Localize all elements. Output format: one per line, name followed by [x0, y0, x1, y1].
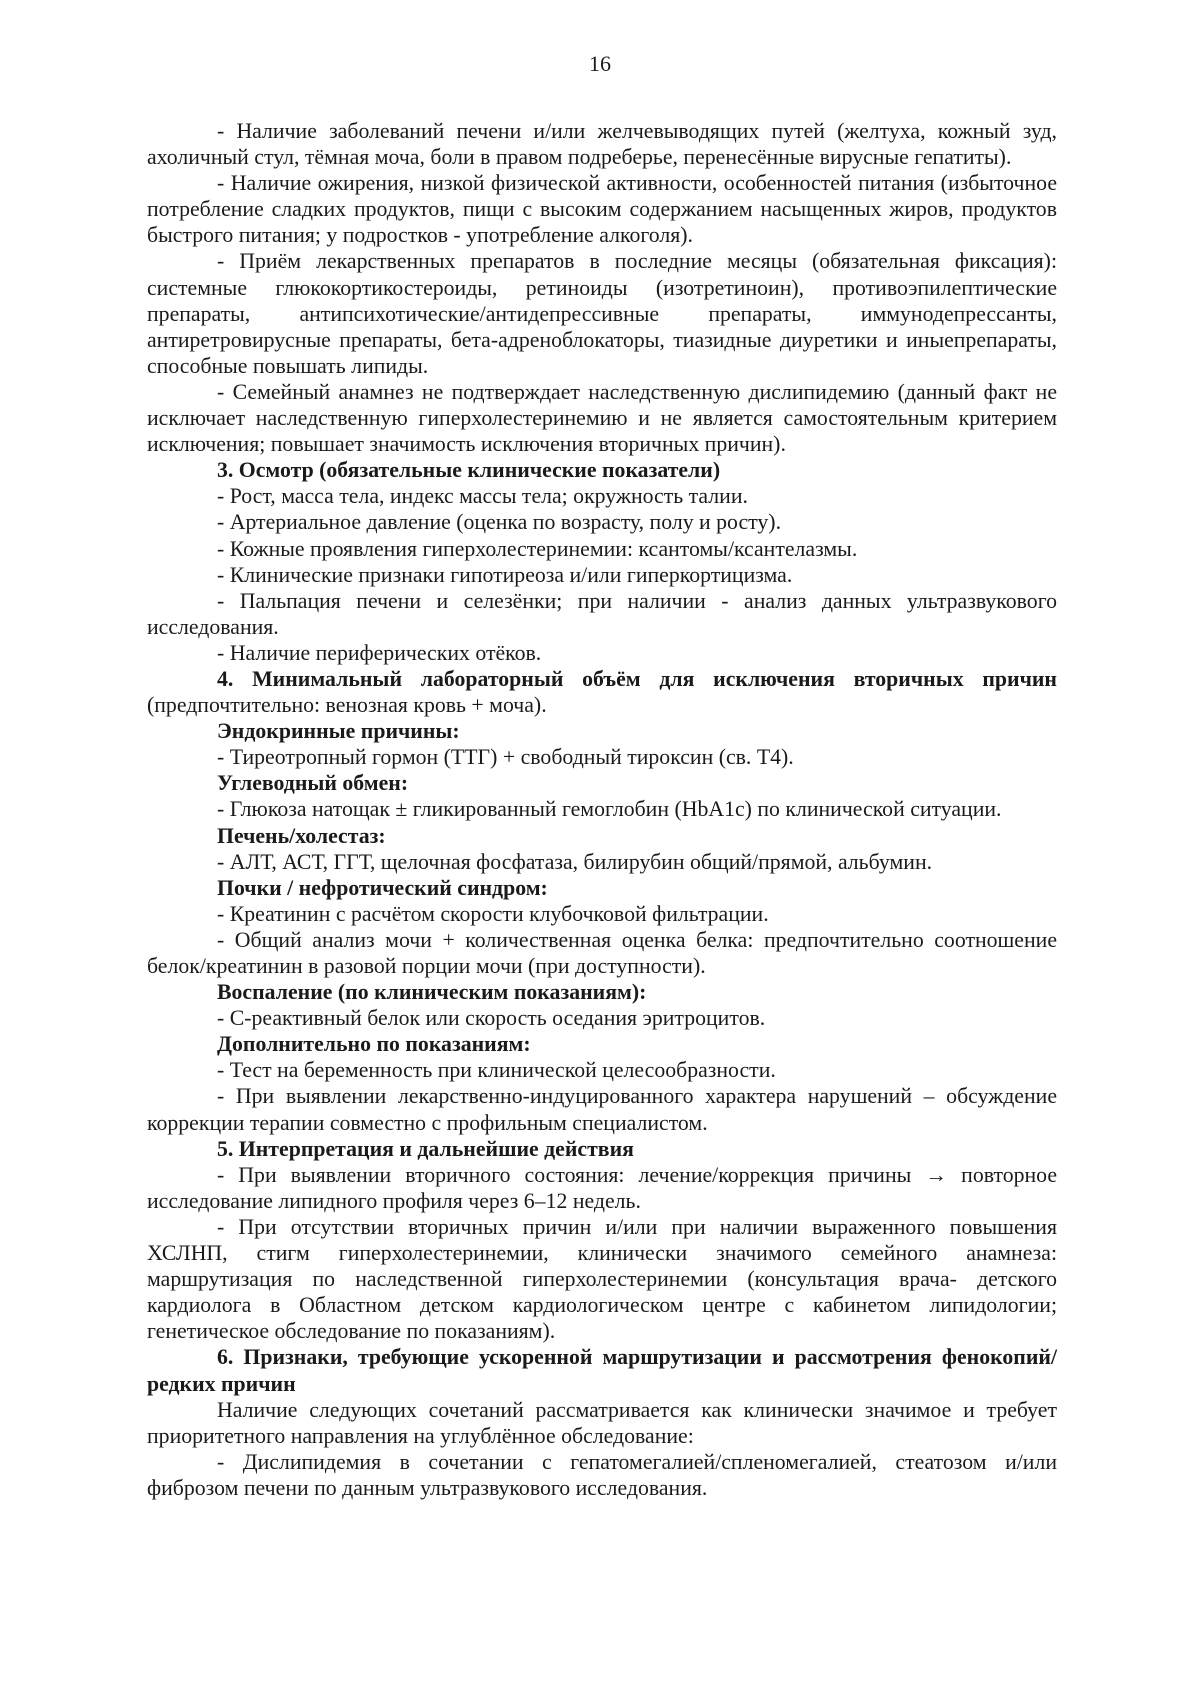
- subheading-additional: Дополнительно по показаниям:: [217, 1032, 531, 1057]
- paragraph-obesity: - Наличие ожирения, низкой физической активности, особенностей питания (избыточное потребление сладких продуктов, пищи с высоким содержанием насыщенных жиров, продуктов быстрого питания; у подростков - употребление алкоголя).: [147, 171, 1057, 248]
- subheading-endocrine: Эндокринные причины:: [217, 719, 460, 744]
- paragraph-liver-diseases: - Наличие заболеваний печени и/или желчевыводящих путей (желтуха, кожный зуд, ахоличный стул, тёмная моча, боли в правом подреберье, перенесённые вирусные гепатиты).: [147, 119, 1057, 170]
- list-item-liver-tests: - АЛТ, АСТ, ГГТ, щелочная фосфатаза, билирубин общий/прямой, альбумин.: [217, 849, 933, 874]
- list-item-glucose: - Глюкоза натощак ± гликированный гемоглобин (HbA1c) по клинической ситуации.: [217, 797, 1002, 822]
- section-heading-laboratory-note: (предпочтительно: венозная кровь + моча).: [147, 693, 547, 718]
- subheading-liver: Печень/холестаз:: [217, 823, 386, 848]
- list-item-hypothyroidism: - Клинические признаки гипотиреоза и/или гиперкортицизма.: [217, 562, 793, 587]
- section-heading-interpretation: 5. Интерпретация и дальнейшие действия: [217, 1136, 634, 1161]
- paragraph-combinations: Наличие следующих сочетаний рассматривается как клинически значимое и требует приоритетного направления на углублённое обследование:: [147, 1397, 1057, 1448]
- list-item-urinalysis: - Общий анализ мочи + количественная оценка белка: предпочтительно соотношение белок/креатинин в разовой порции мочи (при доступности).: [147, 927, 1057, 978]
- list-item-no-secondary-causes: - При отсутствии вторичных причин и/или при наличии выраженного повышения ХСЛНП, стигм гиперхолестеринемии, клинически значимого семейного анамнеза: маршрутизация по наследственной гиперхолестеринемии (консультация врача- детского кардиолога в Областном детском кардиологическом центре с кабинетом липидологии; генетическое обследование по показаниям).: [147, 1214, 1057, 1344]
- section-heading-laboratory-title: 4. Минимальный лабораторный объём для исключения вторичных причин: [217, 666, 1057, 691]
- list-item-blood-pressure: - Артериальное давление (оценка по возрасту, полу и росту).: [217, 510, 782, 535]
- subheading-inflammation: Воспаление (по клиническим показаниям):: [217, 980, 647, 1005]
- list-item-height-weight: - Рост, масса тела, индекс массы тела; окружность талии.: [217, 484, 748, 509]
- list-item-palpation: - Пальпация печени и селезёнки; при наличии - анализ данных ультразвукового исследования.: [147, 588, 1057, 639]
- paragraph-family-history: - Семейный анамнез не подтверждает наследственную дислипидемию (данный факт не исключает наследственную гиперхолестеринемию и не является самостоятельным критерием исключения; повышает значимость исключения вторичных причин).: [147, 379, 1057, 457]
- list-item-secondary-condition: - При выявлении вторичного состояния: лечение/коррекция причины → повторное исследование липидного профиля через 6–12 недель.: [147, 1162, 1057, 1213]
- paragraph-medications: - Приём лекарственных препаратов в последние месяцы (обязательная фиксация): системные глюкокортикостероиды, ретиноиды (изотретиноин), противоэпилептические препараты, антипсихотические/антидепрессивные препараты, иммунодепрессанты, антиретровирусные препараты, бета-адреноблокаторы, тиазидные диуретики и иныепрепараты, способные повышать липиды.: [147, 249, 1057, 378]
- list-item-pregnancy-test: - Тест на беременность при клинической целесообразности.: [217, 1058, 776, 1083]
- section-heading-routing: 6. Признаки, требующие ускоренной маршрутизации и рассмотрения фенокопий/редких причин: [147, 1345, 1057, 1396]
- subheading-carbohydrate: Углеводный обмен:: [217, 771, 409, 796]
- list-item-edema: - Наличие периферических отёков.: [217, 640, 542, 665]
- list-item-creatinine: - Креатинин с расчётом скорости клубочковой фильтрации.: [217, 901, 769, 926]
- page-number: 16: [589, 51, 611, 76]
- document-body: [147, 118, 1057, 1501]
- list-item-drug-induced: - При выявлении лекарственно-индуцированного характера нарушений – обсуждение коррекции терапии совместно с профильным специалистом.: [147, 1084, 1057, 1135]
- list-item-crp: - С-реактивный белок или скорость оседания эритроцитов.: [217, 1006, 766, 1031]
- list-item-skin: - Кожные проявления гиперхолестеринемии: ксантомы/ксантелазмы.: [217, 536, 858, 561]
- section-heading-laboratory: [147, 666, 1057, 718]
- list-item-hepatomegaly: - Дислипидемия в сочетании с гепатомегалией/спленомегалией, стеатозом и/или фиброзом печени по данным ультразвукового исследования.: [147, 1449, 1057, 1500]
- section-heading-examination: 3. Осмотр (обязательные клинические показатели): [217, 458, 721, 483]
- subheading-kidney: Почки / нефротический синдром:: [217, 875, 548, 900]
- list-item-tsh: - Тиреотропный гормон (ТТГ) + свободный тироксин (св. Т4).: [217, 745, 794, 770]
